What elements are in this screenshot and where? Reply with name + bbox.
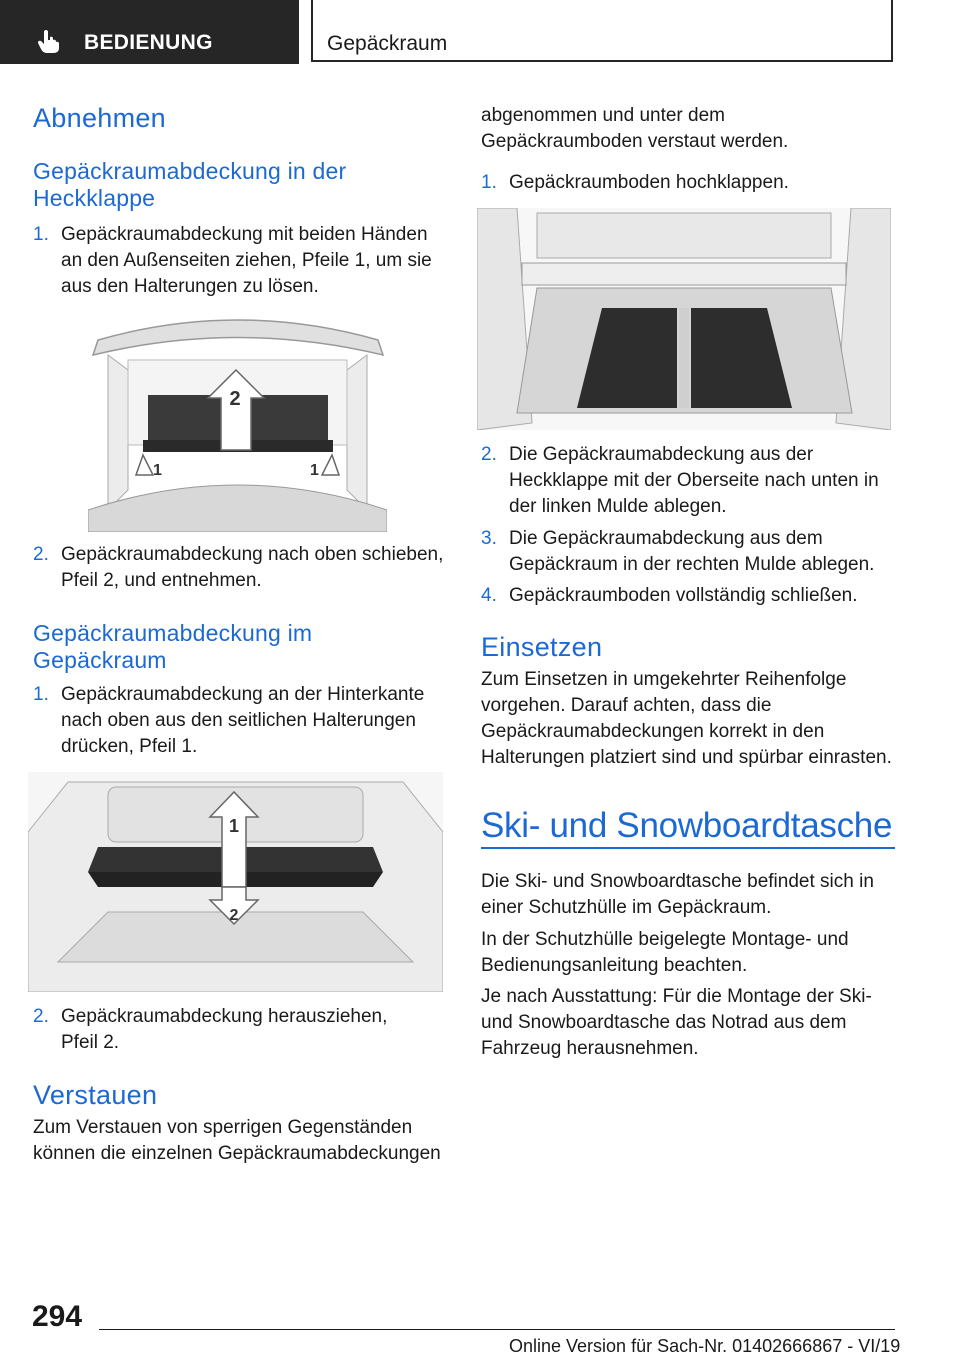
figure-cargo-floor	[477, 208, 891, 430]
step-1-boden	[481, 170, 896, 196]
step-text: Die Gepäckraumabdeckung aus dem Gepäckraum in der rechten Mulde ablegen.	[509, 528, 875, 575]
hand-pointer-icon	[36, 28, 62, 54]
arrow-label-2: 2	[229, 907, 239, 924]
ski-text-3: Je nach Ausstattung: Für die Montage der Ski- und Snowboardtasche das Notrad aus dem Fahrzeug herausnehmen.	[481, 986, 872, 1059]
online-version-note: Online Version für Sach-Nr. 01402666867 - VI/19	[509, 1336, 901, 1356]
step-number: 4.	[481, 585, 497, 606]
heading-underline	[481, 847, 895, 849]
step-number: 1.	[33, 684, 49, 705]
heading-ski-tasche: Ski- und Snowboardtasche	[481, 806, 893, 845]
step-text: Gepäckraumabdeckung an der Hinterkante nach oben aus den seitlichen Halterungen drücken, Pfeil 1.	[61, 684, 425, 757]
page-number: 294	[32, 1300, 83, 1333]
step-text: Gepäckraumabdeckung herausziehen, Pfeil 2.	[61, 1006, 388, 1053]
step-2-gepaeckraum	[33, 1004, 445, 1056]
chapter-title: Gepäckraum	[327, 32, 448, 55]
step-1-gepaeckraum	[33, 682, 445, 760]
ski-text-1: Die Ski- und Snowboardtasche befindet sich in einer Schutzhülle im Gepäckraum.	[481, 871, 874, 918]
figure-cargo-cover	[28, 772, 443, 992]
step-1-heckklappe	[33, 222, 445, 300]
step-text: Gepäckraumboden hochklappen.	[509, 172, 789, 193]
section-tab	[0, 0, 299, 64]
heading-verstauen: Verstauen	[33, 1080, 158, 1110]
footer-divider	[99, 1329, 895, 1330]
step-number: 1.	[481, 172, 497, 193]
heading-gepaeckraum: Gepäckraumabdeckung im Gepäckraum	[33, 620, 313, 673]
step-number: 3.	[481, 528, 497, 549]
step-text: Gepäckraumabdeckung nach oben schieben, Pfeil 2, und entnehmen.	[61, 544, 444, 591]
figure-tailgate-cover	[88, 310, 387, 532]
verstauen-continuation: abgenommen und unter dem Gepäckraumboden verstaut werden.	[481, 105, 789, 152]
step-text: Gepäckraumabdeckung mit beiden Händen an den Außenseiten ziehen, Pfeile 1, um sie aus den Halterungen zu lösen.	[61, 224, 432, 297]
arrow-label-1-right: 1	[310, 462, 319, 479]
verstauen-text: Zum Verstauen von sperrigen Gegenständen können die einzelnen Gepäckraumabdeckungen	[33, 1117, 441, 1164]
arrow-label-1: 1	[228, 816, 240, 836]
step-number: 2.	[33, 544, 49, 565]
step-text: Gepäckraumboden vollständig schließen.	[509, 585, 858, 606]
step-number: 2.	[33, 1006, 49, 1027]
heading-heckklappe: Gepäckraumabdeckung in der Heckklappe	[33, 158, 347, 211]
step-3-boden	[481, 526, 896, 578]
step-text: Die Gepäckraumabdeckung aus der Heckklappe mit der Oberseite nach unten in der linken Mulde ablegen.	[509, 444, 879, 517]
heading-abnehmen: Abnehmen	[33, 103, 166, 133]
arrow-label-1-left: 1	[153, 462, 162, 479]
ski-text-2: In der Schutzhülle beigelegte Montage- und Bedienungsanleitung beachten.	[481, 929, 849, 976]
einsetzen-text: Zum Einsetzen in umgekehrter Reihenfolge vorgehen. Darauf achten, dass die Gepäckraumabdeckungen korrekt in den Halterungen platziert sind und spürbar einrasten.	[481, 669, 892, 768]
step-number: 1.	[33, 224, 49, 245]
section-label: BEDIENUNG	[84, 31, 213, 54]
chapter-header	[311, 0, 893, 62]
step-2-boden	[481, 442, 896, 520]
step-2-heckklappe	[33, 542, 445, 594]
step-number: 2.	[481, 444, 497, 465]
heading-einsetzen: Einsetzen	[481, 632, 603, 662]
arrow-label-2: 2	[229, 388, 241, 410]
step-4-boden	[481, 583, 896, 609]
